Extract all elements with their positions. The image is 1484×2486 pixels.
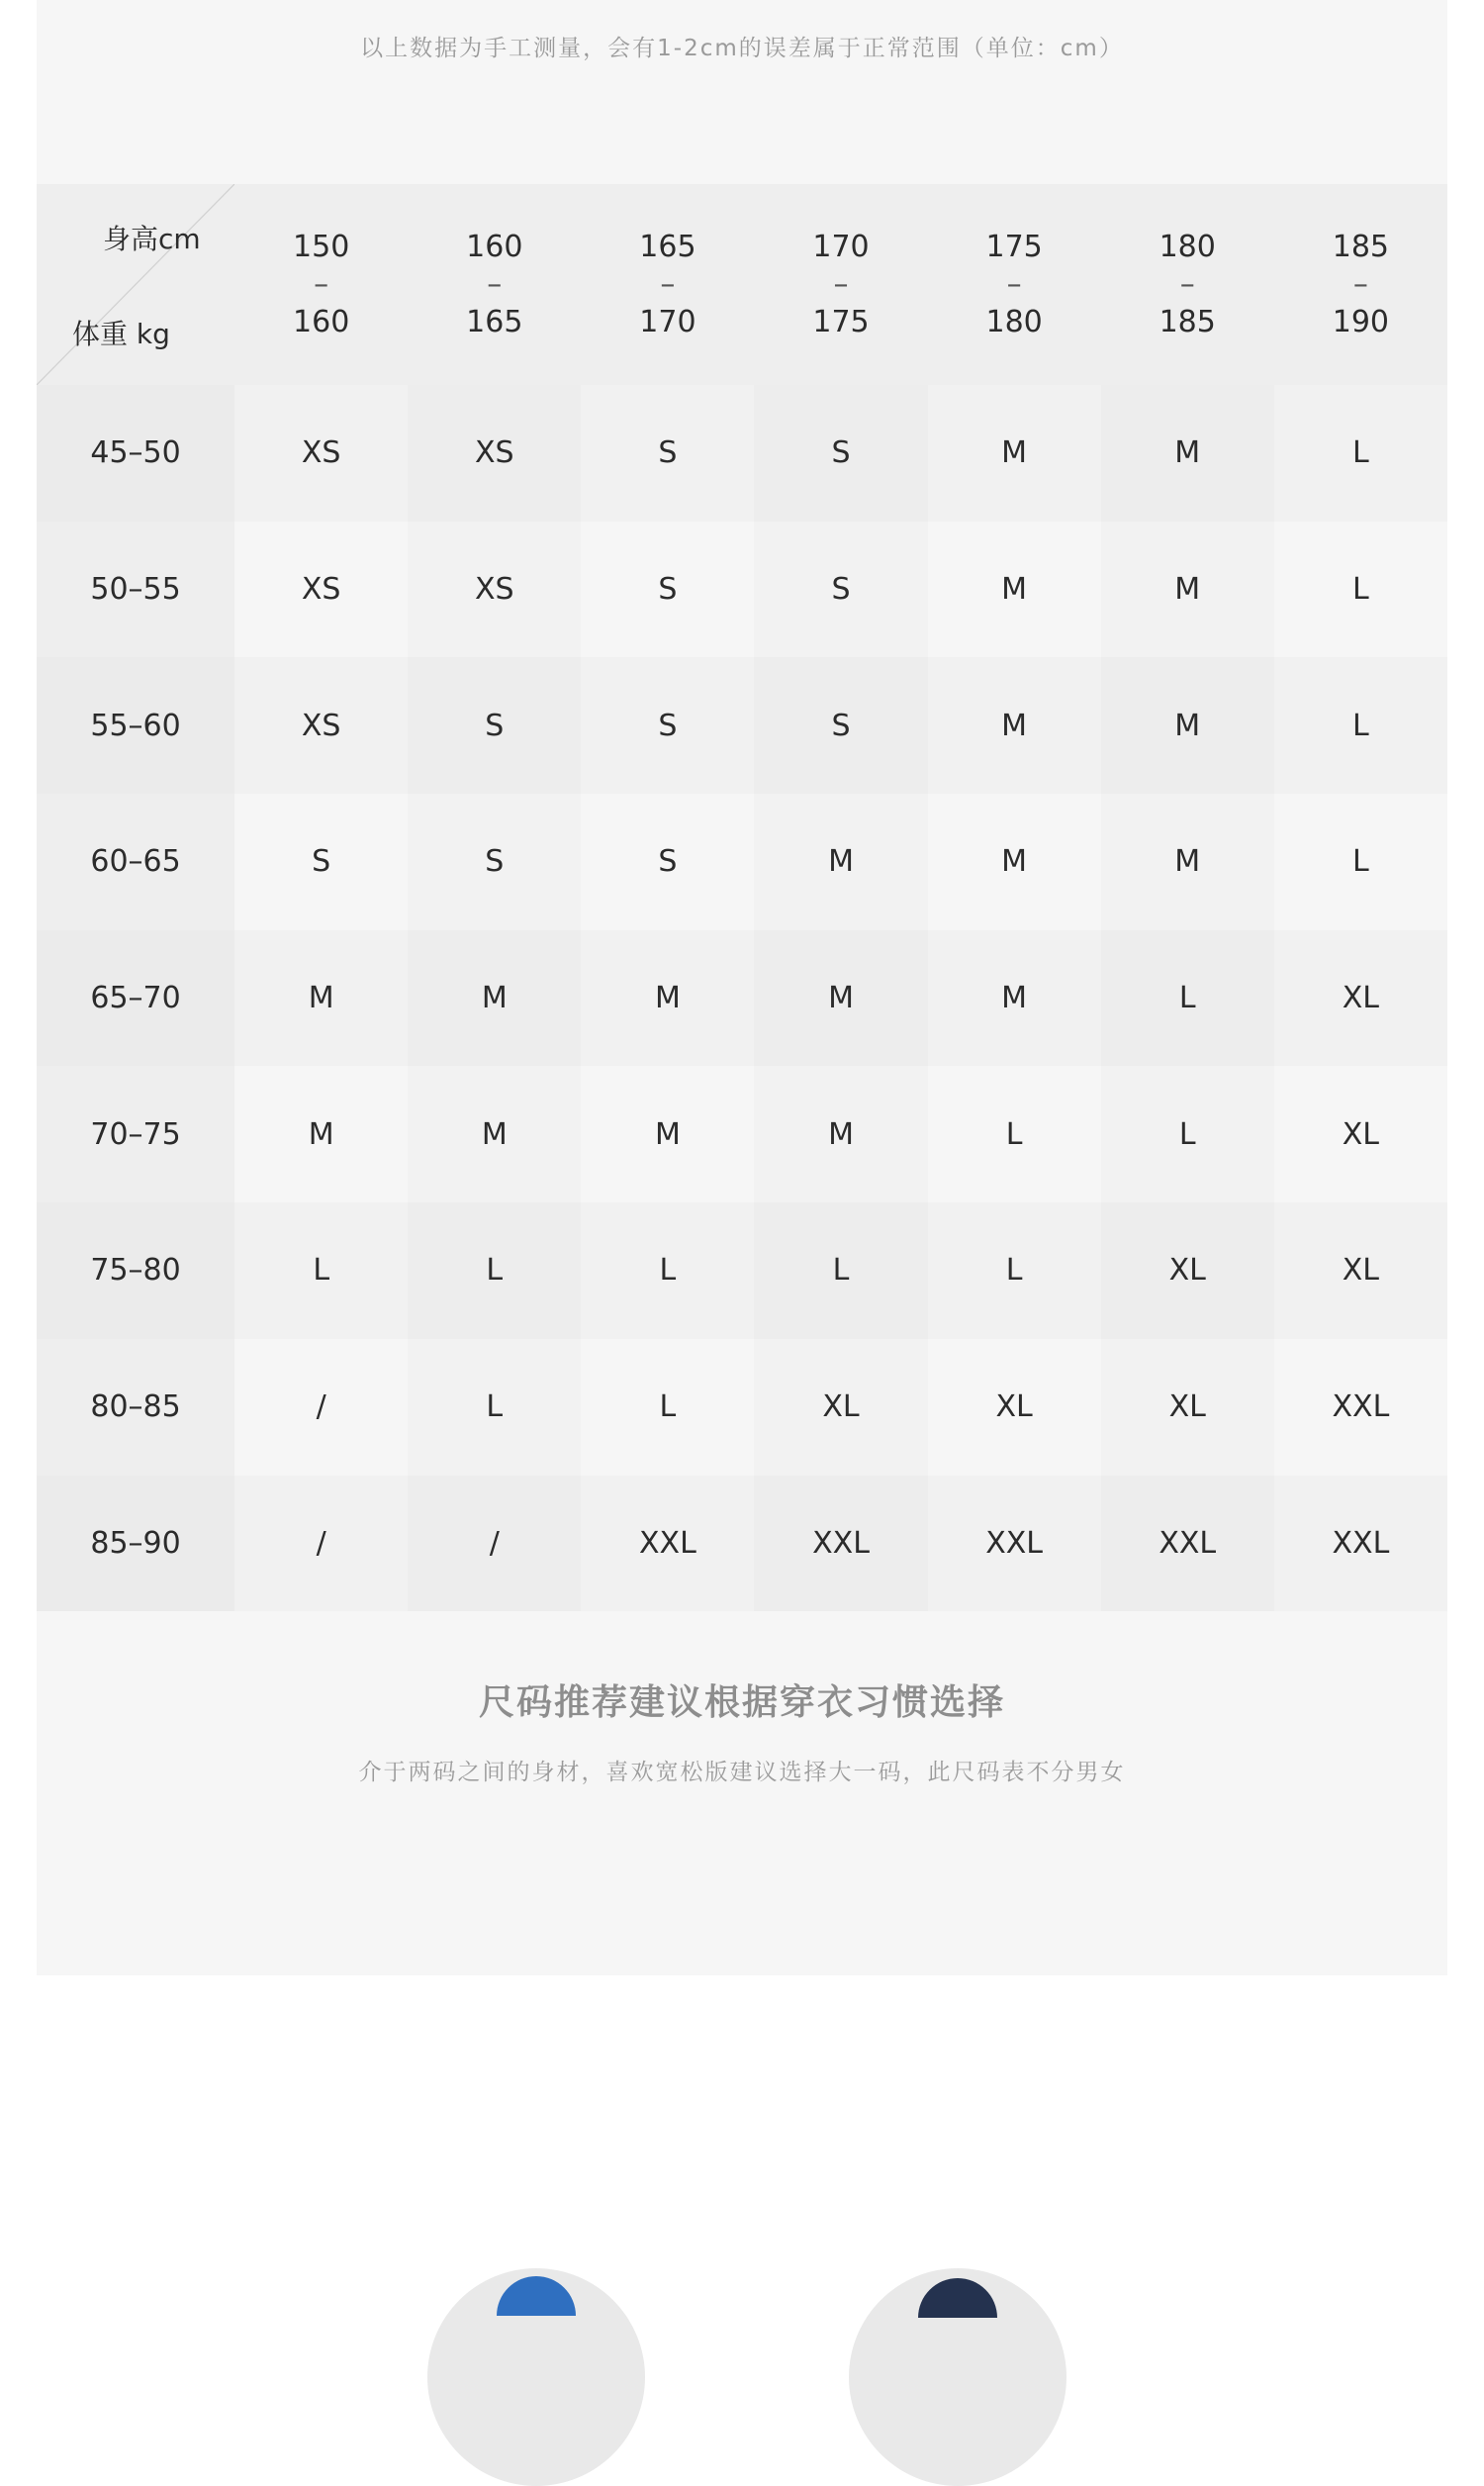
garment-blue-shape: [497, 2276, 576, 2316]
size-cell: S: [754, 657, 927, 794]
size-cell: L: [234, 1202, 408, 1339]
weight-range-cell: 80–85: [37, 1339, 234, 1476]
size-cell: M: [928, 657, 1101, 794]
height-range-from: 175: [985, 229, 1043, 264]
height-range-to: 185: [1159, 304, 1216, 339]
size-cell: M: [1101, 794, 1274, 930]
height-range-from: 165: [639, 229, 696, 264]
size-cell: XXL: [581, 1476, 754, 1612]
size-cell: L: [1274, 522, 1447, 658]
size-cell: M: [581, 1066, 754, 1202]
size-cell: L: [928, 1202, 1101, 1339]
size-cell: /: [234, 1476, 408, 1612]
height-range-header: [928, 184, 1101, 385]
table-row: [37, 1339, 1447, 1476]
size-cell: M: [408, 930, 581, 1067]
size-cell: M: [928, 930, 1101, 1067]
garment-navy-shape: [918, 2278, 997, 2318]
weight-range-cell: 75–80: [37, 1202, 234, 1339]
size-cell: M: [754, 794, 927, 930]
range-dash: –: [1006, 266, 1022, 302]
size-cell: M: [1101, 522, 1274, 658]
size-cell: XL: [1274, 930, 1447, 1067]
size-cell: M: [234, 1066, 408, 1202]
recommendation-subtitle: 介于两码之间的身材，喜欢宽松版建议选择大一码，此尺码表不分男女: [358, 1760, 1126, 1785]
weight-range-cell: 45–50: [37, 385, 234, 522]
height-range-from: 160: [466, 229, 523, 264]
table-row: [37, 522, 1447, 658]
product-thumbnail-blue: [427, 2268, 645, 2486]
height-range: [928, 229, 1101, 341]
height-range-to: 180: [985, 304, 1043, 339]
weight-range-cell: 55–60: [37, 657, 234, 794]
size-cell: M: [928, 522, 1101, 658]
size-cell: XL: [1101, 1202, 1274, 1339]
table-corner-cell: [37, 184, 234, 385]
table-row: [37, 930, 1447, 1067]
height-range-header: [408, 184, 581, 385]
height-range: [754, 229, 927, 341]
weight-range-cell: 50–55: [37, 522, 234, 658]
measurement-note: 以上数据为手工测量，会有1-2cm的误差属于正常范围（单位：cm）: [360, 36, 1124, 61]
height-range-to: 175: [812, 304, 870, 339]
size-cell: M: [928, 794, 1101, 930]
height-range: [234, 229, 408, 341]
height-range-header: [1101, 184, 1274, 385]
size-cell: XL: [1274, 1066, 1447, 1202]
size-cell: XL: [1274, 1202, 1447, 1339]
weight-range-cell: 85–90: [37, 1476, 234, 1612]
size-cell: L: [1274, 794, 1447, 930]
size-cell: L: [408, 1339, 581, 1476]
product-thumbnail-navy: [849, 2268, 1067, 2486]
height-range-from: 180: [1159, 229, 1216, 264]
size-cell: XXL: [754, 1476, 927, 1612]
size-cell: XS: [234, 657, 408, 794]
height-range-header: [1274, 184, 1447, 385]
size-cell: L: [1101, 930, 1274, 1067]
height-range-header: [581, 184, 754, 385]
size-cell: S: [581, 794, 754, 930]
size-cell: S: [581, 522, 754, 658]
height-range: [581, 229, 754, 341]
height-axis-label: 身高cm: [103, 223, 201, 255]
recommendation-title: 尺码推荐建议根据穿衣习惯选择: [478, 1682, 1005, 1723]
size-cell: XL: [754, 1339, 927, 1476]
size-cell: S: [408, 794, 581, 930]
size-cell: /: [408, 1476, 581, 1612]
height-range: [1274, 229, 1447, 341]
table-row: [37, 657, 1447, 794]
table-row: [37, 1066, 1447, 1202]
size-cell: L: [581, 1339, 754, 1476]
size-cell: L: [408, 1202, 581, 1339]
size-cell: L: [928, 1066, 1101, 1202]
height-range-from: 150: [293, 229, 350, 264]
size-cell: /: [234, 1339, 408, 1476]
size-cell: M: [581, 930, 754, 1067]
table-header-row: [37, 184, 1447, 385]
size-table: [37, 184, 1447, 1611]
size-cell: S: [234, 794, 408, 930]
range-dash: –: [833, 266, 849, 302]
size-cell: M: [1101, 385, 1274, 522]
table-row: [37, 1202, 1447, 1339]
height-range-to: 190: [1332, 304, 1390, 339]
size-cell: XS: [408, 522, 581, 658]
size-cell: L: [1274, 385, 1447, 522]
size-cell: M: [928, 385, 1101, 522]
table-row: [37, 1476, 1447, 1612]
range-dash: –: [487, 266, 503, 302]
height-range-to: 160: [293, 304, 350, 339]
size-cell: XXL: [1274, 1339, 1447, 1476]
range-dash: –: [314, 266, 329, 302]
size-cell: L: [581, 1202, 754, 1339]
table-row: [37, 794, 1447, 930]
size-cell: XS: [234, 522, 408, 658]
size-cell: XXL: [1274, 1476, 1447, 1612]
size-cell: M: [234, 930, 408, 1067]
height-range-to: 170: [639, 304, 696, 339]
size-cell: XS: [234, 385, 408, 522]
size-cell: L: [754, 1202, 927, 1339]
weight-axis-label: 体重 kg: [72, 318, 170, 350]
size-cell: M: [1101, 657, 1274, 794]
size-cell: S: [754, 385, 927, 522]
height-range-header: [234, 184, 408, 385]
size-cell: XXL: [928, 1476, 1101, 1612]
size-cell: XXL: [1101, 1476, 1274, 1612]
height-range-from: 185: [1332, 229, 1390, 264]
size-cell: XL: [1101, 1339, 1274, 1476]
height-range: [408, 229, 581, 341]
weight-range-cell: 70–75: [37, 1066, 234, 1202]
range-dash: –: [1352, 266, 1368, 302]
size-cell: XS: [408, 385, 581, 522]
size-cell: S: [581, 385, 754, 522]
weight-range-cell: 60–65: [37, 794, 234, 930]
size-cell: L: [1101, 1066, 1274, 1202]
height-range-to: 165: [466, 304, 523, 339]
height-range-header: [754, 184, 927, 385]
size-cell: XL: [928, 1339, 1101, 1476]
range-dash: –: [660, 266, 676, 302]
range-dash: –: [1179, 266, 1195, 302]
size-cell: S: [754, 522, 927, 658]
size-cell: L: [1274, 657, 1447, 794]
size-cell: M: [754, 1066, 927, 1202]
size-cell: S: [581, 657, 754, 794]
size-cell: M: [408, 1066, 581, 1202]
table-row: [37, 385, 1447, 522]
height-range-from: 170: [812, 229, 870, 264]
size-cell: S: [408, 657, 581, 794]
weight-range-cell: 65–70: [37, 930, 234, 1067]
height-range: [1101, 229, 1274, 341]
size-cell: M: [754, 930, 927, 1067]
